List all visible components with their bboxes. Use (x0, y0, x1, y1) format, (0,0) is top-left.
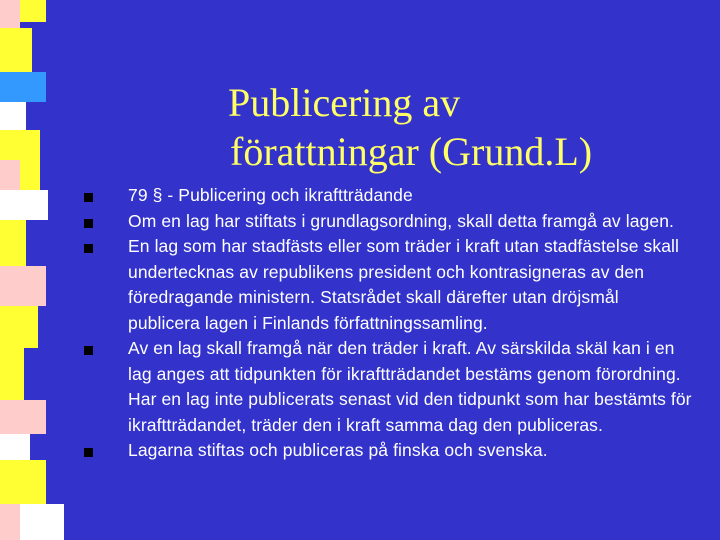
bullet-item (84, 438, 694, 464)
bullet-item (84, 209, 694, 235)
stripe-yellow (0, 460, 46, 504)
square-bullet-icon (84, 346, 93, 355)
square-bullet-icon (84, 219, 93, 228)
stripe-yellow (0, 220, 26, 266)
bullet-text: En lag som har stadfästs eller som träder i kraft utan stadfästelse skall undertecknas av republikens president och kontrasigneras av den föredragande ministern. Statsrådet skall därefter utan dröjsmål publicera lagen i Finlands författningssamling. (128, 236, 680, 333)
stripe-pink (0, 400, 46, 434)
stripe-white (0, 190, 48, 220)
stripe-white (20, 504, 64, 540)
slide-title (228, 78, 698, 176)
stripe-yellow (0, 348, 24, 400)
bullet-text: Om en lag har stiftats i grundlagsordning, skall detta framgå av lagen. (128, 210, 675, 231)
stripe-white (0, 102, 26, 130)
slide-title-line-1: Publicering av (228, 80, 461, 125)
stripe-yellow (0, 28, 32, 72)
stripe-white (0, 434, 30, 460)
square-bullet-icon (84, 244, 93, 253)
decorative-stripe-column (0, 0, 66, 540)
bullet-text: 79 § - Publicering och ikraftträdande (128, 185, 413, 205)
stripe-pink (0, 0, 20, 28)
stripe-yellow (0, 306, 38, 348)
slide-title-line-2: förattningar (Grund.L) (230, 129, 593, 174)
bullet-list (84, 183, 694, 464)
square-bullet-icon (84, 193, 93, 202)
bullet-text: Lagarna stiftas och publiceras på finska och svenska. (128, 440, 548, 460)
bullet-item (84, 183, 694, 209)
bullet-item (84, 336, 694, 438)
stripe-blue (0, 72, 46, 102)
stripe-pink (0, 504, 20, 540)
bullet-item (84, 234, 694, 336)
bullet-text: Av en lag skall framgå när den träder i kraft. Av särskilda skäl kan i en lag anges att tidpunkten för ikraftträdandet bestäms genom förordning. Har en lag inte publicerats senast vid den tidpunkt som har bestämts för ikraftträdandet, träder den i kraft samma dag den publiceras. (128, 338, 692, 435)
stripe-pink (0, 266, 46, 306)
square-bullet-icon (84, 448, 93, 457)
stripe-pink (0, 160, 20, 190)
